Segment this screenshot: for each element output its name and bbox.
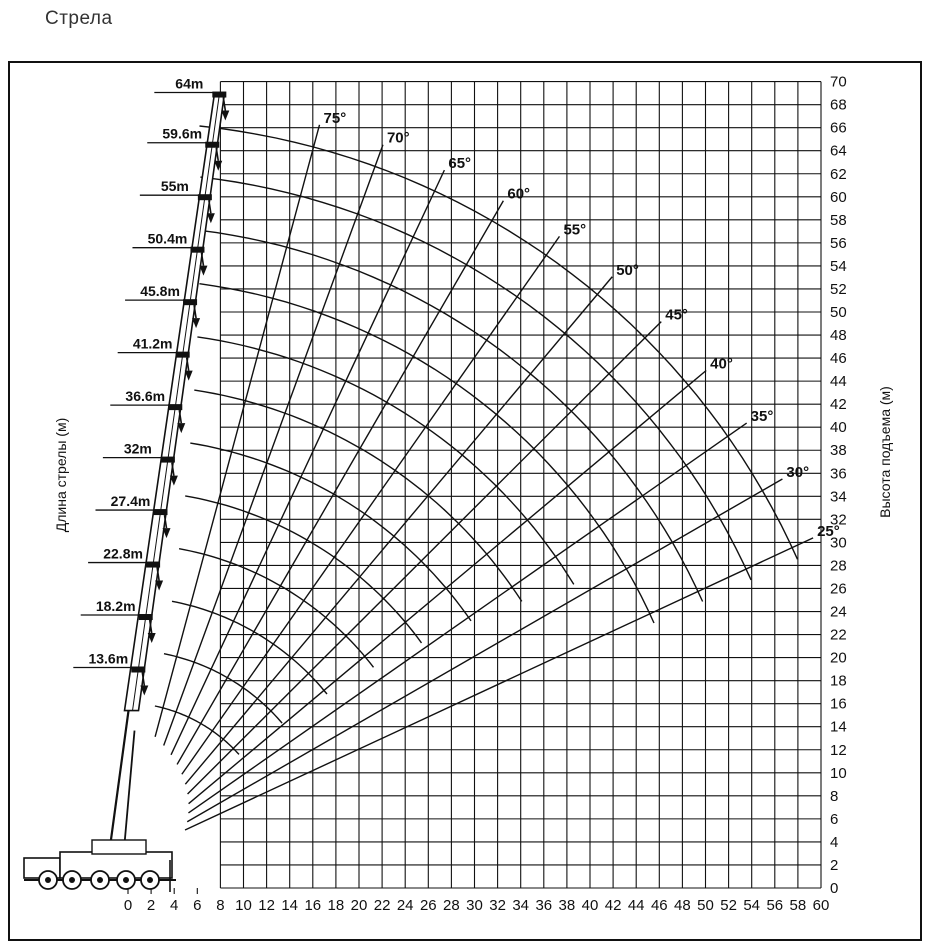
boom-length-label: 41.2m: [132, 335, 173, 352]
boom-angle-line: [155, 125, 319, 737]
boom-length-label: 50.4m: [147, 230, 188, 247]
wheel-hub: [69, 877, 75, 883]
y-tick-label: 58: [830, 211, 847, 229]
angle-label: 55°: [563, 221, 587, 239]
x-tick-label: 26: [419, 897, 437, 914]
wheel-hub: [45, 877, 51, 883]
hook-line: [209, 200, 211, 213]
y-tick-label: 28: [830, 557, 847, 575]
y-tick-label: 36: [830, 465, 847, 483]
boom-section-marker: [183, 299, 197, 305]
y-tick-label: 8: [830, 787, 839, 805]
y-tick-label: 24: [830, 603, 847, 621]
x-tick-label: 60: [812, 897, 830, 914]
y-tick-label: 34: [830, 488, 847, 506]
boom-length-arc: [190, 443, 471, 621]
angle-label: 35°: [750, 408, 774, 426]
y-tick-label: 2: [830, 856, 839, 874]
hook-line: [194, 305, 196, 318]
boom-angle-line: [182, 236, 560, 774]
x-tick-label: 54: [743, 897, 761, 914]
y-tick-label: 26: [830, 580, 847, 598]
y-tick-label: 22: [830, 626, 847, 644]
boom-section-marker: [153, 509, 167, 515]
wheel-hub: [147, 877, 153, 883]
y-tick-label: 10: [830, 764, 847, 782]
x-tick-label: 58: [789, 897, 807, 914]
angle-label: 30°: [786, 464, 810, 482]
boom-length-label: 55m: [160, 178, 189, 195]
y-tick-label: 44: [830, 373, 847, 391]
boom-angle-line: [171, 170, 444, 755]
boom-section-marker: [198, 194, 212, 200]
grid: [128, 82, 821, 894]
y-tick-label: 46: [830, 350, 847, 368]
x-tick-label: 34: [512, 897, 530, 914]
y-tick-label: 38: [830, 442, 847, 460]
x-tick-label: 16: [304, 897, 322, 914]
boom-length-label: 13.6m: [88, 650, 129, 667]
boom-length-label: 32m: [123, 440, 152, 457]
x-tick-label: 4: [170, 897, 179, 914]
boom-section-marker: [131, 666, 145, 672]
boom-length-arc: [179, 549, 373, 668]
x-tick-label: 12: [258, 897, 275, 914]
y-tick-label: 0: [830, 880, 839, 897]
x-tick-label: 30: [466, 897, 483, 914]
angle-label: 40°: [710, 355, 733, 373]
crane-truck: [24, 840, 176, 892]
x-tick-label: 36: [535, 897, 553, 914]
boom-section-marker: [161, 457, 175, 463]
y-axis-label-right: Высота подъема (м): [877, 386, 893, 518]
y-tick-label: 54: [830, 257, 847, 275]
angle-label: 50°: [616, 261, 639, 279]
boom-length-label: 36.6m: [125, 388, 166, 405]
y-tick-label: 14: [830, 718, 847, 736]
y-tick-label: 42: [830, 396, 847, 414]
boom-angle-line: [177, 201, 503, 765]
y-tick-labels: [830, 74, 847, 897]
y-axis-label-left: Длина стрелы (м): [53, 417, 69, 533]
crane-superstructure: [92, 840, 146, 854]
boom-angle-line: [188, 423, 746, 813]
y-tick-label: 52: [830, 280, 847, 298]
boom-length-arc: [164, 654, 282, 723]
x-tick-label: 2: [146, 897, 156, 914]
boom-angle-line: [185, 538, 813, 830]
y-tick-label: 68: [830, 96, 847, 114]
y-tick-label: 56: [830, 234, 847, 252]
boom-section-marker: [146, 562, 160, 568]
boom-length-label: 22.8m: [103, 545, 143, 562]
x-tick-label: 48: [674, 897, 691, 914]
x-tick-label: 32: [489, 897, 506, 914]
boom-length-label: 18.2m: [95, 598, 136, 615]
x-tick-labels: [124, 897, 830, 914]
x-tick-label: 0: [123, 897, 133, 914]
x-tick-label: 46: [650, 897, 668, 914]
x-tick-label: 20: [350, 897, 368, 914]
x-tick-label: 38: [558, 897, 576, 914]
x-tick-label: 50: [697, 897, 714, 914]
y-tick-label: 48: [830, 327, 847, 345]
hook-line: [201, 253, 203, 266]
hook-line: [223, 98, 225, 111]
x-tick-label: 28: [443, 897, 460, 914]
boom-length-arc: [197, 337, 573, 585]
x-tick-label: 52: [720, 897, 737, 914]
x-tick-label: 14: [281, 897, 299, 914]
angle-label: 75°: [323, 109, 347, 127]
y-tick-label: 4: [830, 833, 839, 851]
x-tick-label: 6: [193, 897, 202, 914]
boom-section-marker: [190, 247, 204, 253]
x-tick-label: 24: [396, 897, 414, 914]
page-heading: Стрела: [45, 8, 113, 29]
x-tick-label: 40: [581, 897, 599, 914]
y-tick-label: 40: [830, 419, 847, 437]
x-tick-label: 18: [327, 897, 345, 914]
y-tick-label: 50: [830, 304, 847, 321]
y-tick-label: 62: [830, 165, 847, 183]
angle-label: 25°: [817, 522, 840, 540]
boom-luffing-cylinder: [125, 731, 135, 842]
hook-block: [214, 161, 222, 171]
y-tick-label: 30: [830, 534, 847, 552]
boom-length-label: 59.6m: [162, 125, 203, 142]
boom-length-label: 45.8m: [140, 283, 180, 300]
x-tick-label: 44: [627, 897, 645, 914]
hook-block: [199, 266, 207, 276]
hook-block: [207, 213, 215, 223]
x-tick-label: 56: [766, 897, 784, 914]
boom-angle-line: [185, 277, 612, 784]
y-tick-label: 20: [830, 649, 847, 667]
boom-section-marker: [168, 404, 182, 410]
y-tick-label: 70: [830, 73, 847, 91]
y-tick-label: 60: [830, 188, 847, 206]
x-tick-label: 8: [216, 897, 225, 914]
angle-label: 45°: [665, 306, 688, 324]
y-tick-label: 6: [830, 810, 839, 828]
y-tick-label: 66: [830, 119, 847, 137]
x-tick-label: 10: [235, 897, 252, 914]
boom-section-marker: [212, 92, 226, 98]
hook-line: [216, 148, 218, 161]
angle-label: 70°: [386, 129, 410, 147]
boom-angle-lines: [155, 125, 813, 830]
y-tick-label: 64: [830, 142, 847, 160]
wheel-hub: [123, 877, 129, 883]
hook-line: [187, 358, 189, 371]
angle-label: 65°: [448, 155, 472, 173]
y-tick-label: 32: [830, 511, 847, 529]
y-tick-label: 16: [830, 695, 847, 713]
boom-section-marker: [205, 142, 219, 148]
boom-section-marker: [176, 352, 190, 358]
angle-label: 60°: [507, 185, 531, 203]
boom-length-label: 64m: [175, 75, 204, 92]
x-tick-label: 42: [604, 897, 622, 914]
y-tick-label: 18: [830, 672, 847, 690]
boom-length-label: 27.4m: [110, 493, 151, 510]
boom-section-marker: [139, 614, 153, 620]
x-tick-label: 22: [373, 897, 391, 914]
y-tick-label: 12: [830, 741, 847, 759]
wheel-hub: [97, 877, 103, 883]
hook-block: [221, 111, 229, 121]
